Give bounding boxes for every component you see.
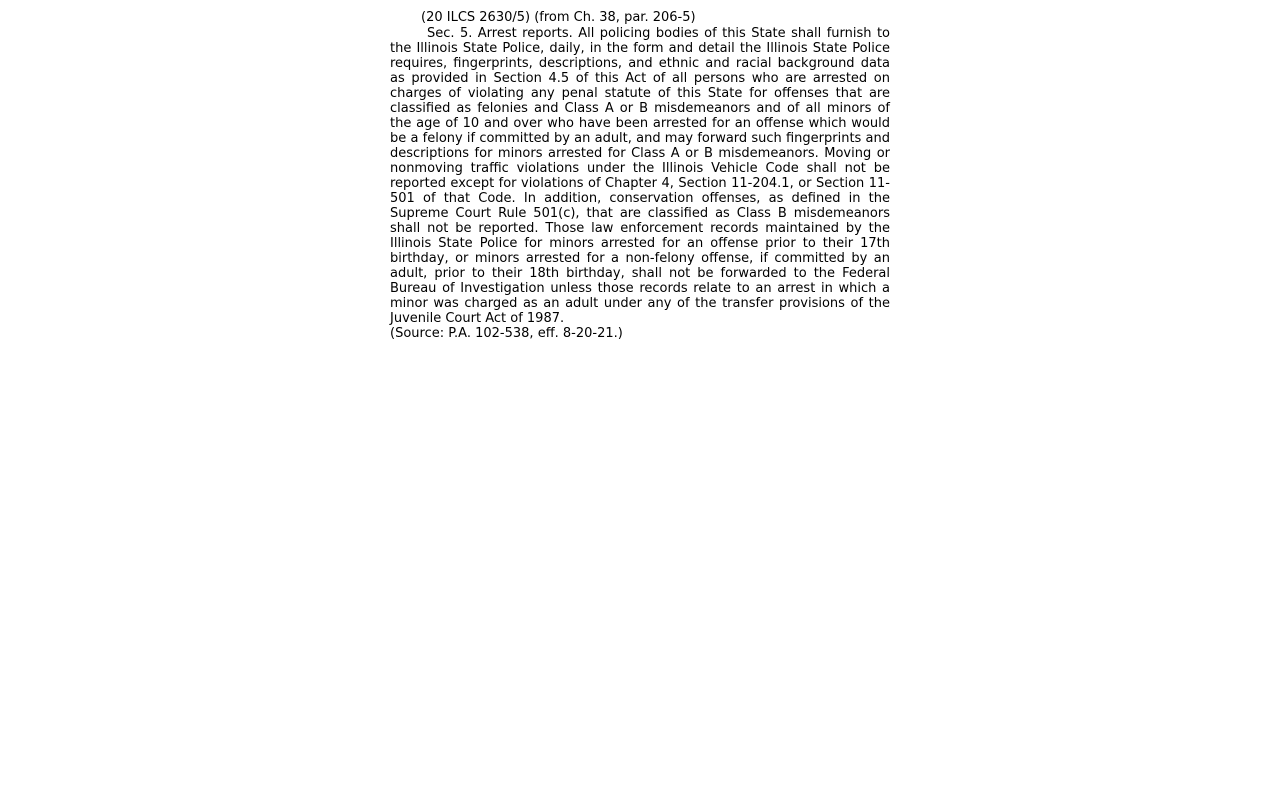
statute-source: (Source: P.A. 102-538, eff. 8-20-21.)	[390, 326, 623, 341]
statute-citation: (20 ILCS 2630/5) (from Ch. 38, par. 206-5)	[421, 10, 696, 25]
statute-body: Sec. 5. Arrest reports. All policing bodies of this State shall furnish to the Illinois State Police, daily, in the form and detail the Illinois State Police requires, fingerprints, descriptions, and ethnic and racial background data as provided in Section 4.5 of this Act of all persons who are arrested on charges of violating any penal statute of this State for offenses that are classified as felonies and Class A or B misdemeanors and of all minors of the age of 10 and over who have been arrested for an offense which would be a felony if committed by an adult, and may forward such fingerprints and descriptions for minors arrested for Class A or B misdemeanors. Moving or nonmoving traffic violations under the Illinois Vehicle Code shall not be reported except for violations of Chapter 4, Section 11-204.1, or Section 11-501 of that Code. In addition, conservation offenses, as defined in the Supreme Court Rule 501(c), that are classified as Class B misdemeanors shall not be reported. Those law enforcement records maintained by the Illinois State Police for minors arrested for an offense prior to their 17th birthday, or minors arrested for a non-felony offense, if committed by an adult, prior to their 18th birthday, shall not be forwarded to the Federal Bureau of Investigation unless those records relate to an arrest in which a minor was charged as an adult under any of the transfer provisions of the Juvenile Court Act of 1987.	[390, 26, 890, 326]
statute-section	[390, 10, 890, 341]
